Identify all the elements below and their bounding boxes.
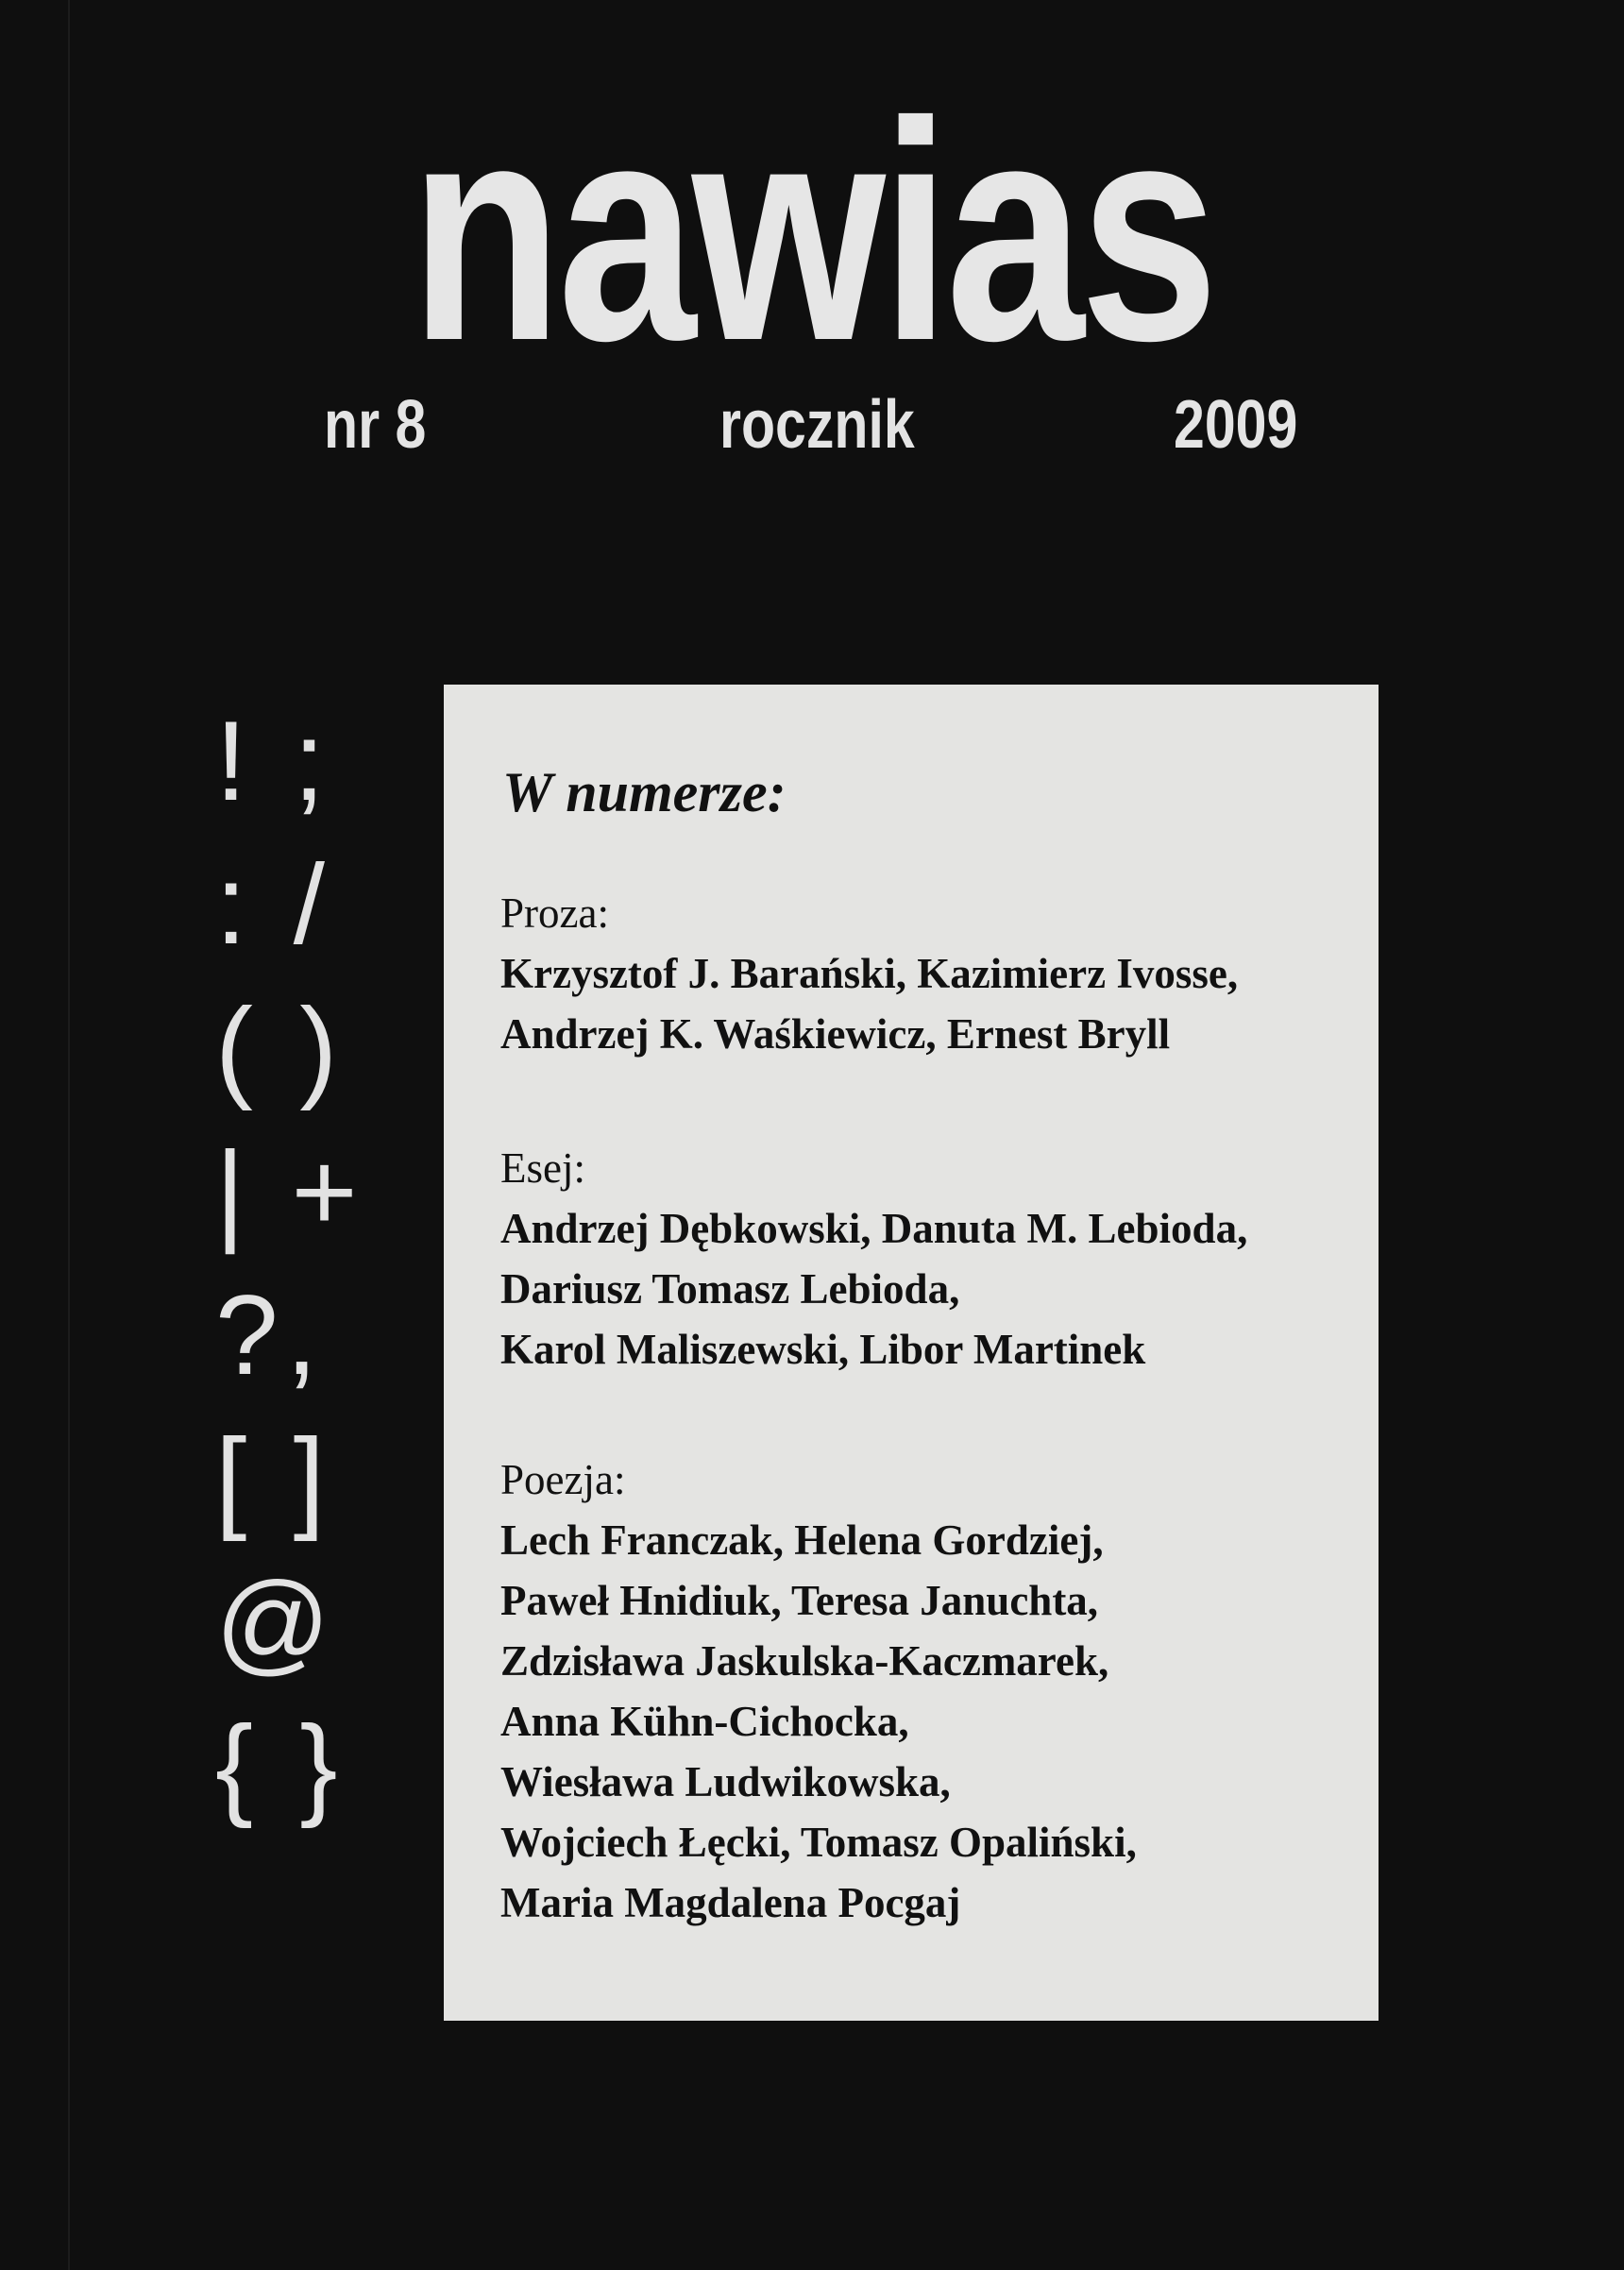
publication-type: rocznik: [719, 387, 915, 463]
section-prose: [500, 883, 1238, 1064]
symbol-row: | +: [215, 1128, 365, 1255]
section-label: Esej:: [500, 1144, 585, 1192]
author-line: Wojciech Łęcki, Tomasz Opaliński,: [500, 1819, 1137, 1866]
author-line: Paweł Hnidiuk, Teresa Januchta,: [500, 1577, 1099, 1624]
symbol-row: @: [215, 1559, 338, 1686]
issue-number: nr 8: [324, 387, 427, 463]
section-label: Poezja:: [500, 1456, 626, 1503]
author-line: Andrzej Dębkowski, Danuta M. Lebioda,: [500, 1205, 1248, 1252]
author-line: Wiesława Ludwikowska,: [500, 1758, 951, 1805]
author-line: Andrzej K. Waśkiewicz, Ernest Bryll: [500, 1010, 1171, 1058]
author-line: Karol Maliszewski, Libor Martinek: [500, 1326, 1146, 1373]
section-poetry: [500, 1449, 1137, 1933]
punctuation-column: [215, 689, 404, 1838]
symbol-row: { }: [215, 1702, 346, 1829]
spine-crease: [68, 0, 70, 2270]
section-essay: [500, 1138, 1247, 1380]
publication-year: 2009: [1174, 387, 1298, 463]
author-line: Dariusz Tomasz Lebioda,: [500, 1265, 960, 1313]
symbol-row: : /: [215, 841, 333, 968]
contents-heading: W numerze:: [502, 761, 787, 823]
author-line: Lech Franczak, Helena Gordziej,: [500, 1516, 1104, 1564]
symbol-row: ( ): [215, 985, 346, 1111]
section-label: Proza:: [500, 889, 609, 937]
author-line: Anna Kühn-Cichocka,: [500, 1698, 909, 1745]
author-line: Krzysztof J. Barański, Kazimierz Ivosse,: [500, 950, 1239, 997]
magazine-title: nawias: [410, 57, 1214, 405]
symbol-row: ?,: [215, 1272, 326, 1398]
symbol-row: ! ;: [215, 698, 333, 824]
contents-panel: [444, 685, 1379, 2021]
author-line: Maria Magdalena Pocgaj: [500, 1879, 961, 1926]
author-line: Zdzisława Jaskulska-Kaczmarek,: [500, 1637, 1109, 1685]
symbol-row: [ ]: [215, 1415, 333, 1542]
